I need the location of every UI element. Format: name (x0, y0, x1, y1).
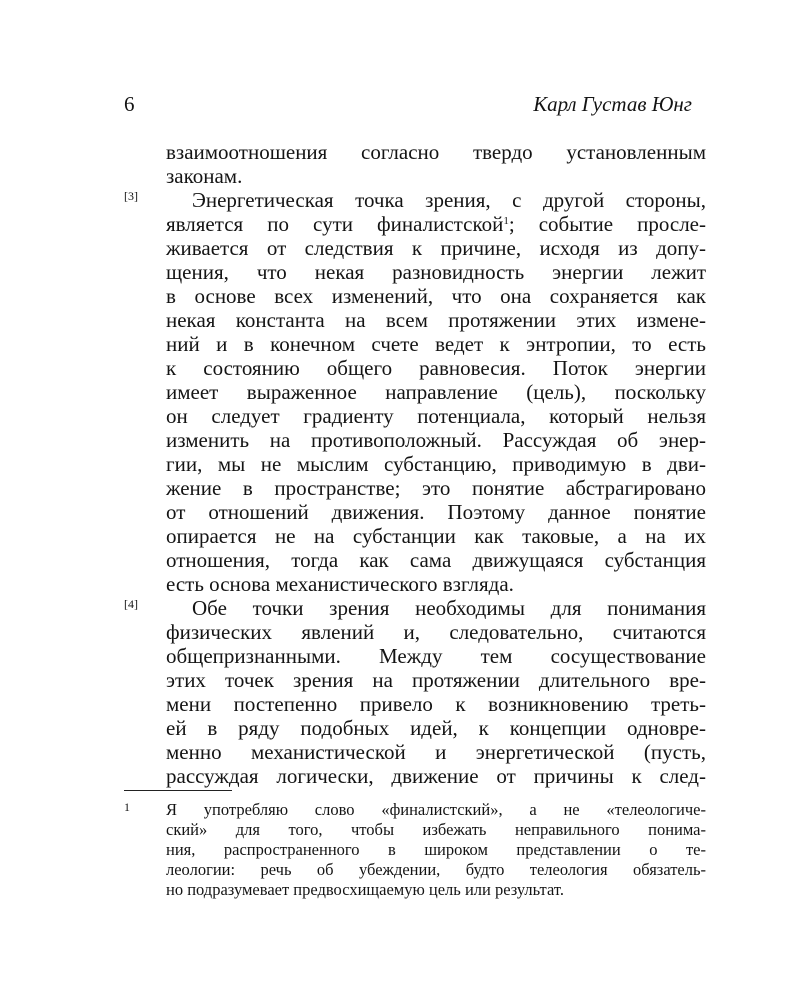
footnote-line: но подразумевает предвосхищаемую цель или результат. (166, 880, 564, 899)
text-line: от отношений движения. Поэтому данное понятие (166, 500, 706, 524)
footnote-number: 1 (124, 800, 130, 814)
text-line: законам. (166, 164, 243, 188)
text-line: рассуждая логически, движение от причины к след- (166, 764, 706, 788)
text-line: он следует градиенту потенциала, который нельзя (166, 404, 706, 428)
text-line: некая константа на всем протяжении этих измене- (166, 308, 706, 332)
text-line: опирается не на субстанции как таковые, а на их (166, 524, 706, 548)
text-line: гии, мы не мыслим субстанцию, приводимую в дви- (166, 452, 706, 476)
text-line: ей в ряду подобных идей, к концепции одновре- (166, 716, 706, 740)
text-line: щения, что некая разновидность энергии лежит (166, 260, 706, 284)
footnote-line: Я употребляю слово «финалистский», а не «телеологиче- (166, 800, 706, 819)
footnote-line: ния, распространенного в широком представлении о те- (166, 840, 706, 859)
paragraph-marker: [3] (124, 189, 138, 203)
text-line: жение в пространстве; это понятие абстрагировано (166, 476, 706, 500)
text-line: физических явлений и, следовательно, считаются (166, 620, 706, 644)
text-line: изменить на противоположный. Рассуждая об энер- (166, 428, 706, 452)
paragraph-marker: [4] (124, 597, 138, 611)
footnote-line: ский» для того, чтобы избежать неправильного понима- (166, 820, 706, 839)
text-line: отношения, тогда как сама движущаяся субстанция (166, 548, 706, 572)
text-line: к состоянию общего равновесия. Поток энергии (166, 356, 706, 380)
footnote-reference[interactable]: 1 (503, 215, 509, 227)
text-line: этих точек зрения на протяжении длительного вре- (166, 668, 706, 692)
text-line: живается от следствия к причине, исходя из допу- (166, 236, 706, 260)
page-number: 6 (124, 92, 135, 116)
text-line: Энергетическая точка зрения, с другой стороны, (192, 188, 706, 212)
text-line: является по сути финалистской$^1$; событие просле- (166, 212, 706, 236)
text-line: имеет выраженное направление (цель), поскольку (166, 380, 706, 404)
text-line: ний и в конечном счете ведет к энтропии, то есть (166, 332, 706, 356)
footnote-line: леологии: речь об убеждении, будто телеология обязатель- (166, 860, 706, 879)
text-line: взаимоотношения согласно твердо установленным (166, 140, 706, 164)
text-line: мени постепенно привело к возникновению треть- (166, 692, 706, 716)
text-line: общепризнанными. Между тем сосуществование (166, 644, 706, 668)
text-line: есть основа механистического взгляда. (166, 572, 514, 596)
footnote-rule (124, 790, 232, 791)
text-line: Обе точки зрения необходимы для понимания (192, 596, 706, 620)
text-line: в основе всех изменений, что она сохраняется как (166, 284, 706, 308)
text-line: менно механистической и энергетической (пусть, (166, 740, 706, 764)
running-head: Карл Густав Юнг (533, 92, 692, 116)
